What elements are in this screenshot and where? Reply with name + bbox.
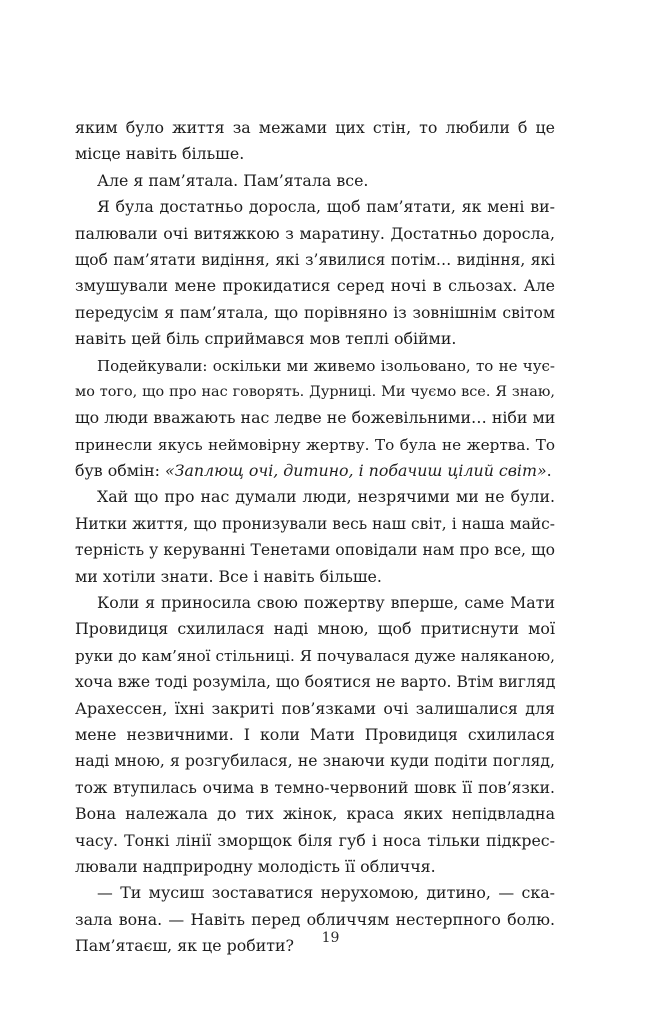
- text-line: [75, 141, 555, 167]
- text-line: [75, 748, 555, 774]
- text-line: [75, 775, 555, 801]
- text-line-content: — Ти мусиш зоставатися нерухомою, дитино, — ска-: [97, 883, 555, 903]
- text-line-content: терність у керуванні Тенетами оповідали нам про все, що: [75, 541, 555, 560]
- text-line-content: наді мною, я розгубилася, не знаючи куди подіти погляд,: [75, 752, 555, 771]
- text-line-content: щоб пам’ятати видіння, які з’явилися потім… видіння, які: [75, 250, 555, 269]
- text-line-content: навіть цей біль сприймався мов теплі обійми.: [75, 329, 457, 349]
- text-line-content: Коли я приносила свою пожертву вперше, саме Мати: [97, 593, 555, 613]
- italic-quote: «Заплющ очі, дитино, і побачиш цілий світ»: [164, 461, 547, 481]
- text-line-content: Арахессен, їхні закриті пов’язками очі залишалися для: [75, 698, 555, 718]
- text-line-content: лювали надприродну молодість її обличчя.: [75, 856, 436, 876]
- text-line: [75, 300, 555, 326]
- text-line: [75, 247, 555, 273]
- text-line: [75, 484, 555, 510]
- text-line-content: мо того, що про нас говорять. Дурниці. Ми чуємо все. Я знаю,: [75, 383, 555, 400]
- text-line: [75, 511, 555, 537]
- text-line: [75, 854, 555, 880]
- text-line: [75, 880, 555, 906]
- text-line: [75, 696, 555, 722]
- text-line: [75, 590, 555, 616]
- text-line-content: зала вона. — Навіть перед обличчям нестерпного болю.: [75, 909, 555, 929]
- text-line-content: палювали очі витяжкою з маратину. Достатньо доросла,: [75, 223, 555, 243]
- text-line: [75, 194, 555, 220]
- text-line-content: передусім я пам’ятала, що порівняно із зовнішнім світом: [75, 303, 555, 322]
- text-line: [75, 669, 555, 695]
- text-line: [75, 828, 555, 854]
- text-line: [75, 115, 555, 141]
- text-line: [75, 221, 555, 247]
- text-line-content: руки до кам’яної стільниці. Я почувалася дуже наляканою,: [75, 646, 555, 665]
- text-line: [75, 722, 555, 748]
- text-line: [75, 326, 555, 352]
- text-line: [75, 458, 555, 484]
- text-line-content: яким було життя за межами цих стін, то любили б це: [75, 118, 555, 137]
- text-line-content: місце навіть більше.: [75, 144, 245, 164]
- text-line: [75, 168, 555, 194]
- text-line-content: Але я пам’ятала. Пам’ятала все.: [97, 170, 369, 190]
- text-line-content: часу. Тонкі лінії зморщок біля губ і носа тільки підкрес-: [75, 830, 555, 850]
- text-line-content: змушували мене прокидатися серед ночі в сльозах. Але: [75, 276, 555, 296]
- text-line-content: Нитки життя, що пронизували весь наш світ, і наша майс-: [75, 514, 555, 533]
- text-line: [75, 537, 555, 563]
- text-line: [75, 353, 555, 379]
- text-line-content: Пам’ятаєш, як це робити?: [75, 936, 294, 956]
- text-line-content: Хай що про нас думали люди, незрячими ми не були.: [97, 487, 555, 507]
- text-line: [75, 564, 555, 590]
- text-line: [75, 405, 555, 431]
- text-line-content: Провидиця схилилася наді мною, щоб притиснути мої: [75, 619, 555, 639]
- text-line: [75, 616, 555, 642]
- text-line: [75, 273, 555, 299]
- text-line-content: був обмін:: [75, 461, 165, 481]
- text-line-content: Я була достатньо доросла, щоб пам’ятати, як мені ви-: [97, 197, 555, 217]
- body-text: [75, 115, 555, 960]
- text-line-tail: .: [546, 461, 552, 481]
- text-line-content: тож втупилась очима в темно-червоний шовк її пов’язки.: [75, 778, 555, 797]
- text-line-content: Вона належала до тих жінок, краса яких непідвладна: [75, 804, 555, 824]
- text-line-content: принесли якусь неймовірну жертву. То була не жертва. То: [75, 435, 555, 454]
- text-line: [75, 432, 555, 458]
- text-line-content: ми хотіли знати. Все і навіть більше.: [75, 566, 382, 586]
- text-line: [75, 801, 555, 827]
- text-line-content: Подейкували: оскільки ми живемо ізольовано, то не чує-: [97, 356, 555, 375]
- text-line: [75, 643, 555, 669]
- text-line-content: мене незвичними. І коли Мати Провидиця схилилася: [75, 724, 555, 744]
- text-line-content: що люди вважають нас ледве не божевільними… ніби ми: [75, 408, 556, 428]
- page-number: 19: [321, 930, 340, 946]
- text-line: [75, 379, 555, 405]
- text-line-content: хоча вже тоді розуміла, що боятися не варто. Втім вигляд: [75, 673, 556, 692]
